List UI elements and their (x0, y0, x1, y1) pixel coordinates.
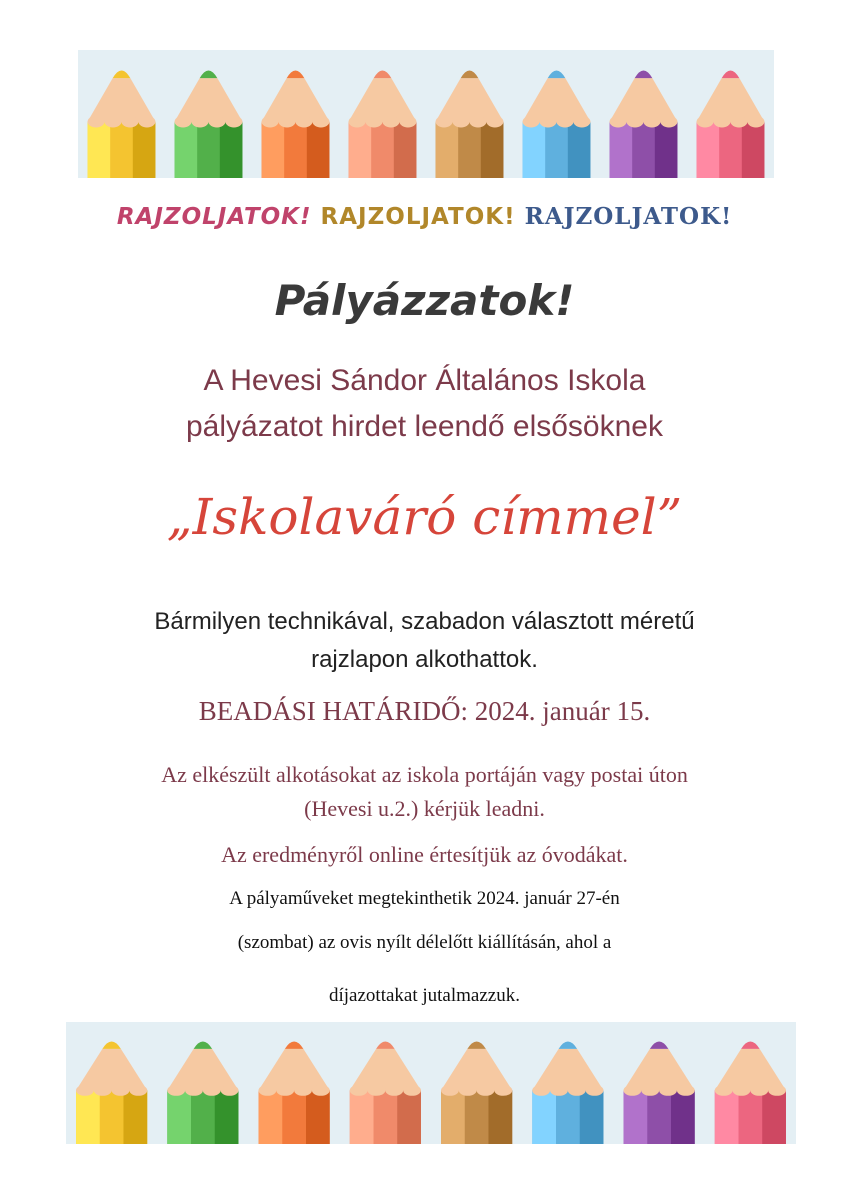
pencil-tip (715, 1042, 786, 1144)
headline-part-3: RAJZOLJATOK! (524, 203, 733, 230)
submission-line-2: (Hevesi u.2.) kérjük leadni. (304, 796, 545, 821)
results-line: Az eredményről online értesítjük az óvodákat. (221, 842, 628, 867)
headline-part-1: RAJZOLJATOK! (116, 204, 312, 230)
competition-motto: „Iskolaváró címmel” (166, 488, 683, 546)
pencil-border-top (78, 50, 774, 178)
pencils-illustration-top (78, 50, 774, 178)
pencil-tip (624, 1042, 695, 1144)
submission-line-1: Az elkészült alkotásokat az iskola portáján vagy postai úton (161, 762, 688, 787)
pencil-tip (175, 70, 243, 178)
pencil-tip (441, 1042, 512, 1144)
pencil-tip (349, 70, 417, 178)
pencil-tip (436, 70, 504, 178)
pencil-tip (88, 70, 156, 178)
page-title: Pályázzatok! (274, 276, 575, 325)
pencil-tip (697, 70, 765, 178)
technique-line-1: Bármilyen technikával, szabadon választott méretű (154, 608, 695, 635)
exhibition-line-1: A pályaműveket megtekinthetik 2024. január 27-én (229, 888, 620, 909)
pencil-tip (532, 1042, 603, 1144)
school-line: A Hevesi Sándor Általános Iskola (203, 364, 646, 397)
pencils-illustration-bottom (66, 1022, 796, 1144)
exhibition-line-2: (szombat) az ovis nyílt délelőtt kiállításán, ahol a (237, 932, 612, 953)
pencil-border-bottom (66, 1022, 796, 1144)
pencil-tip (523, 70, 591, 178)
deadline-text: BEADÁSI HATÁRIDŐ: 2024. január 15. (198, 696, 651, 726)
exhibition-line-3: díjazottakat jutalmazzuk. (329, 985, 520, 1006)
pencil-tip (610, 70, 678, 178)
pencil-tip (259, 1042, 330, 1144)
pencil-tip (167, 1042, 238, 1144)
technique-line-2: rajzlapon alkothattok. (311, 646, 538, 673)
pencil-tip (76, 1042, 147, 1144)
pencil-tip (350, 1042, 421, 1144)
pencil-tip (262, 70, 330, 178)
headline-part-2: RAJZOLJATOK! (320, 204, 516, 230)
announcement-line: pályázatot hirdet leendő elsősöknek (186, 410, 663, 443)
headline-banner (0, 203, 849, 230)
